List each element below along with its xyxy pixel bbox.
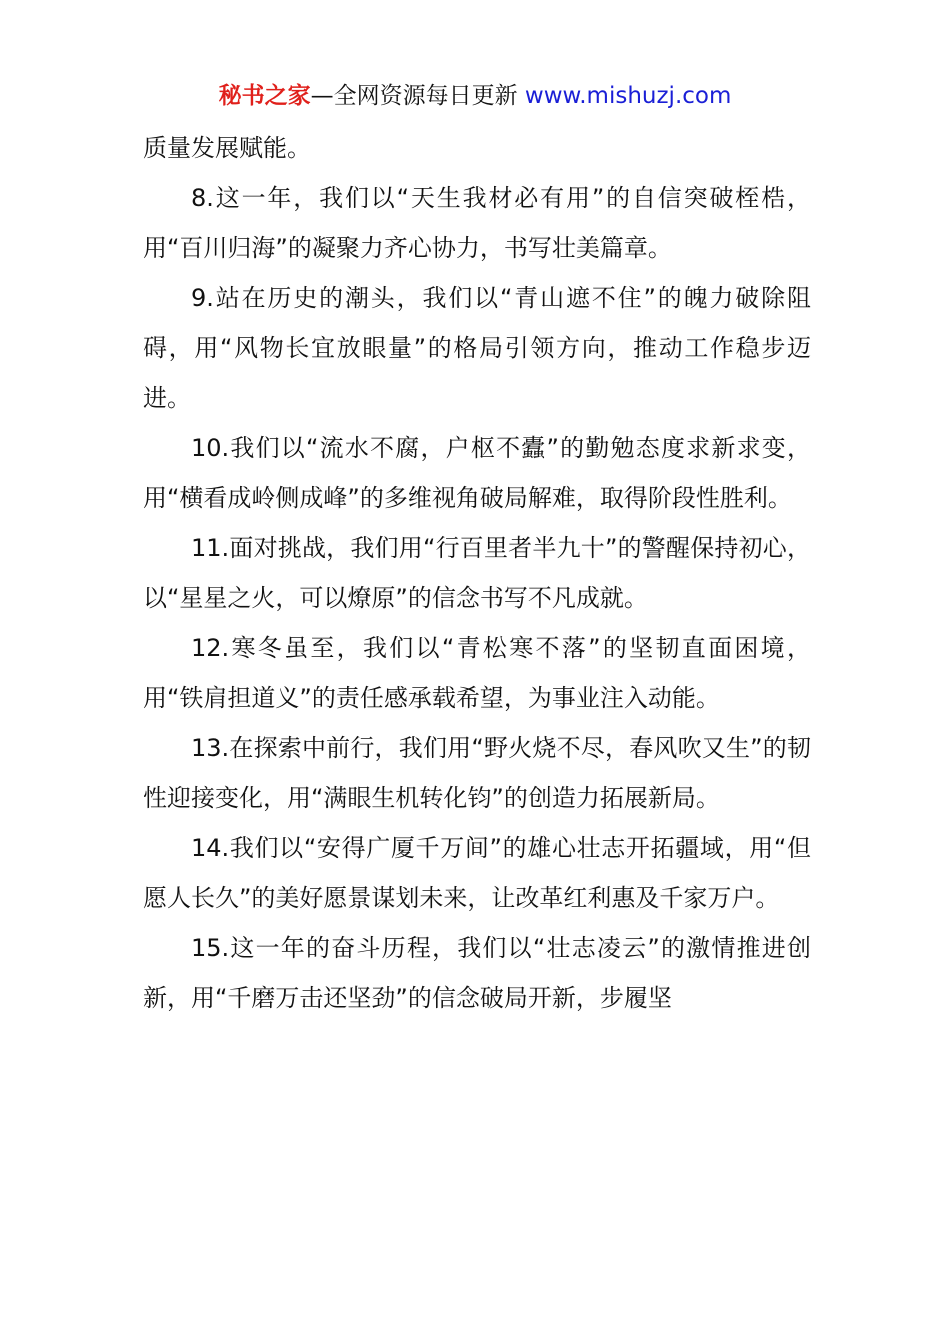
paragraph-item-11: 11.面对挑战，我们用“行百里者半九十”的警醒保持初心，以“星星之火，可以燎原”的信念书写不凡成就。 — [143, 534, 811, 612]
paragraph-item-9: 9.站在历史的潮头，我们以“青山遮不住”的魄力破除阻碍，用“风物长宜放眼量”的格局引领方向，推动工作稳步迈进。 — [143, 284, 811, 412]
header-tagline: —全网资源每日更新 — [310, 83, 518, 109]
brand-name: 秘书之家 — [218, 83, 311, 109]
document-body — [143, 123, 811, 1023]
page-header — [0, 80, 950, 112]
paragraph-item-12: 12.寒冬虽至，我们以“青松寒不落”的坚韧直面困境，用“铁肩担道义”的责任感承载希望，为事业注入动能。 — [143, 634, 811, 712]
website-link[interactable]: www.mishuzj.com — [524, 83, 732, 109]
paragraph-item-15: 15.这一年的奋斗历程，我们以“壮志凌云”的激情推进创新，用“千磨万击还坚劲”的信念破局开新，步履坚 — [143, 934, 811, 1012]
paragraph-item-8: 8.这一年，我们以“天生我材必有用”的自信突破桎梏，用“百川归海”的凝聚力齐心协力，书写壮美篇章。 — [143, 184, 811, 262]
paragraph-item-14: 14.我们以“安得广厦千万间”的雄心壮志开拓疆域，用“但愿人长久”的美好愿景谋划未来，让改革红利惠及千家万户。 — [143, 834, 811, 912]
paragraph-item-10: 10.我们以“流水不腐，户枢不蠹”的勤勉态度求新求变，用“横看成岭侧成峰”的多维视角破局解难，取得阶段性胜利。 — [143, 434, 811, 512]
paragraph-continuation: 质量发展赋能。 — [143, 134, 311, 162]
paragraph-item-13: 13.在探索中前行，我们用“野火烧不尽，春风吹又生”的韧性迎接变化，用“满眼生机转化钧”的创造力拓展新局。 — [143, 734, 811, 812]
